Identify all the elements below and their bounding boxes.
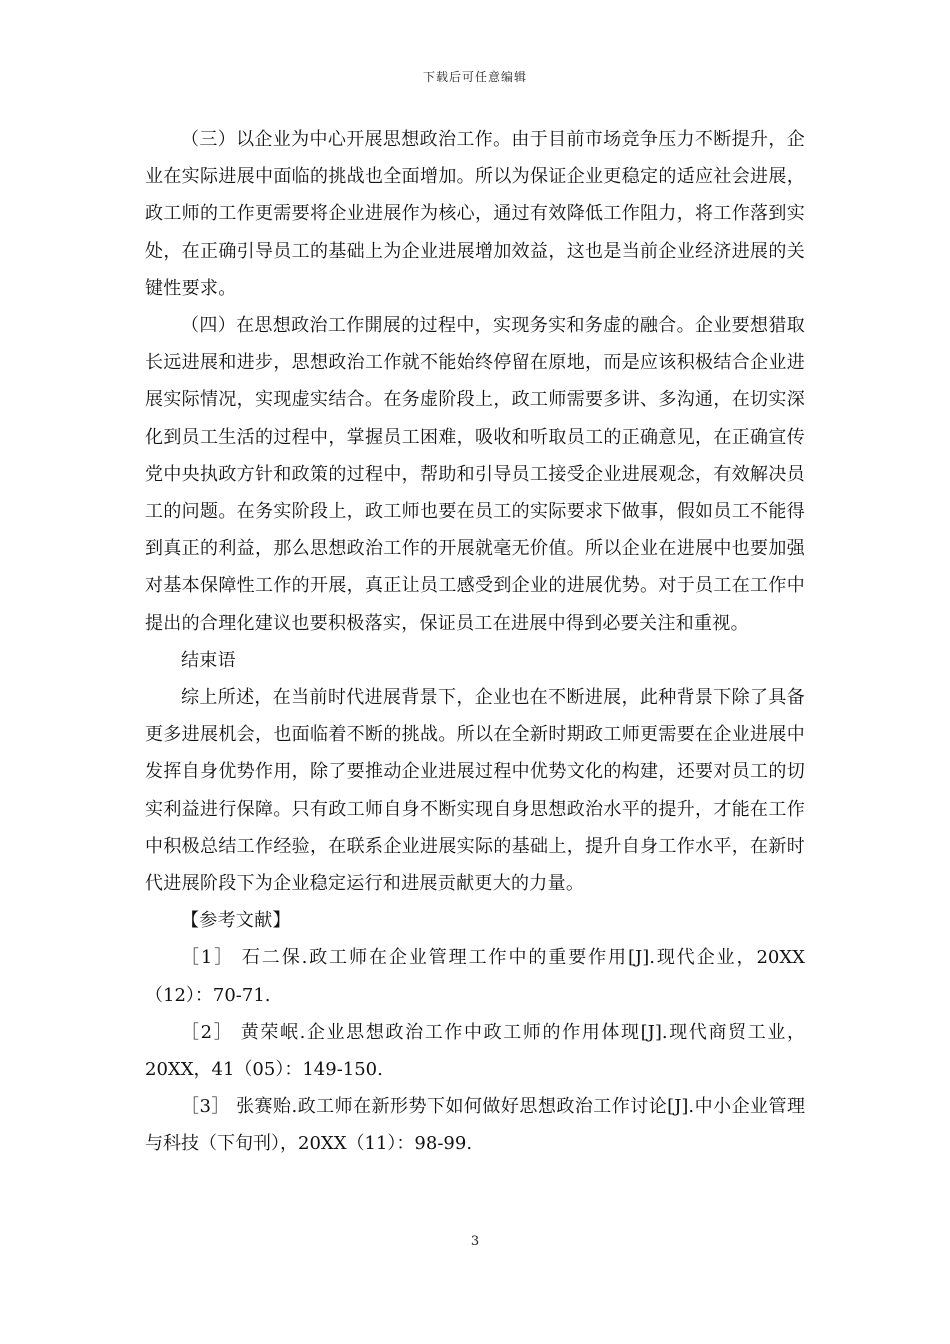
conclusion-paragraph: 综上所述，在当前时代进展背景下，企业也在不断进展，此种背景下除了具备更多进展机会，也面临着不断的挑战。所以在全新时期政工师更需要在企业进展中发挥自身优势作用，除了要推动企业进展过程中优势文化的构建，还要对员工的切实利益进行保障。只有政工师自身不断实现自身思想政治水平的提升，才能在工作中积极总结工作经验，在联系企业进展实际的基础上，提升自身工作水平，在新时代进展阶段下为企业稳定运行和进展贡献更大的力量。 (145, 687, 805, 895)
conclusion-heading: 结束语 (181, 649, 236, 671)
header-note: 下载后可任意编辑 (422, 70, 527, 84)
reference-item: ［1］ 石二保.政工师在企业管理工作中的重要作用[J].现代企业，20XX（12）：70-71. (145, 947, 805, 1006)
paragraph-section-3: （三）以企业为中心开展思想政治工作。由于目前市场竞争压力不断提升，企业在实际进展中面临的挑战也全面增加。所以为保证企业更稳定的适应社会进展，政工师的工作更需要将企业进展作为核心，通过有效降低工作阻力，将工作落到实处，在正确引导员工的基础上为企业进展增加效益，这也是当前企业经济进展的关键性要求。 (145, 129, 805, 299)
reference-item: ［3］ 张赛贻.政工师在新形势下如何做好思想政治工作讨论[J].中小企业管理与科技（下旬刊），20XX（11）：98-99. (145, 1096, 805, 1155)
page-number: 3 (470, 1234, 480, 1249)
reference-item: ［2］ 黄荣岷.企业思想政治工作中政工师的作用体现[J].现代商贸工业，20XX，41（05）：149-150. (145, 1021, 805, 1081)
document-body (145, 121, 805, 1163)
references-heading: 【参考文献】 (181, 910, 291, 932)
paragraph-section-4: （四）在思想政治工作開展的过程中，实现务实和务虚的融合。企业要想猎取长远进展和进步，思想政治工作就不能始终停留在原地，而是应该积极结合企业进展实际情况，实现虚实结合。在务虚阶段上，政工师需要多讲、多沟通，在切实深化到员工生活的过程中，掌握员工困难，吸收和听取员工的正确意见，在正确宣传党中央执政方针和政策的过程中，帮助和引导员工接受企业进展观念，有效解决员工的问题。在务实阶段上，政工师也要在员工的实际要求下做事，假如员工不能得到真正的利益，那么思想政治工作的开展就毫无价值。所以企业在进展中也要加强对基本保障性工作的开展，真正让员工感受到企业的进展优势。对于员工在工作中提出的合理化建议也要积极落实，保证员工在进展中得到必要关注和重视。 (145, 315, 805, 634)
